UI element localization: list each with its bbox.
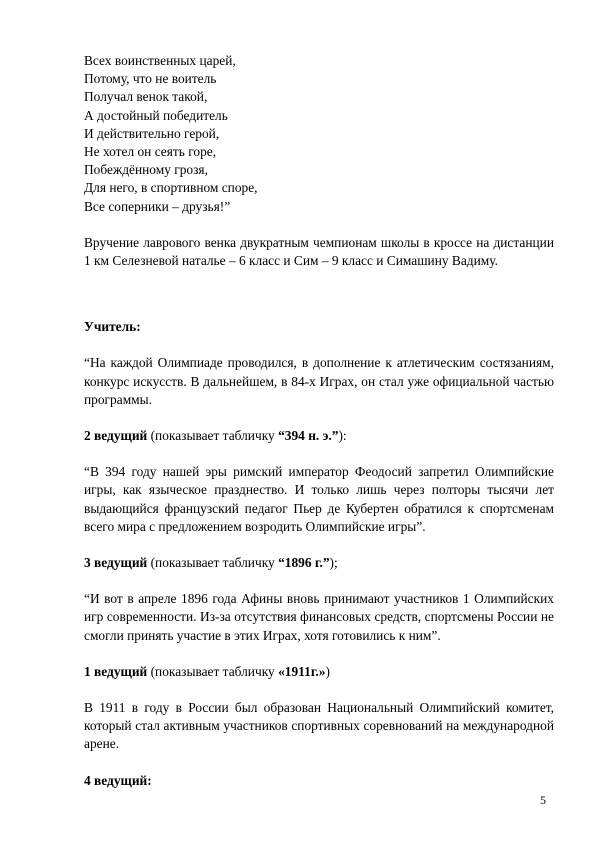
speaker-label: 3 ведущий: [84, 555, 148, 571]
stage-direction: (показывает табличку: [147, 428, 279, 444]
poem-block: [84, 52, 554, 216]
speaker-label: 1 ведущий: [84, 663, 148, 679]
stage-direction-end: ):: [338, 428, 347, 444]
lead1-speech: В 1911 в году в России был образован Национальный Олимпийский комитет, который стал активным участников спортивных соревнований на международной арене.: [84, 700, 554, 752]
page-content: [84, 52, 554, 790]
lead3-speech: “И вот в апреле 1896 года Афины вновь принимают участников 1 Олимпийских игр современности. Из-за отсутствия финансовых средств, спортсмены России не смогли принять участие в этих Играх, хотя готовились к ним”.: [84, 591, 554, 643]
page-number: 5: [540, 793, 546, 807]
poem-line: Всех воинственных царей,: [84, 53, 236, 68]
poem-line: Не хотел он сеять горе,: [84, 144, 217, 160]
stage-direction: (показывает табличку: [147, 555, 279, 571]
teacher-label: Учитель:: [84, 319, 141, 335]
poem-line: Побеждённому грозя,: [84, 162, 208, 178]
sign-label: “394 н. э.”: [278, 428, 339, 444]
award-paragraph: Вручение лаврового венка двукратным чемпионам школы в кроссе на дистанции 1 км Селезневой наталье – 6 класс и Сим – 9 класс и Симашину Вадиму.: [84, 234, 554, 269]
sign-label: «1911г.»: [278, 663, 326, 679]
teacher-speech: “На каждой Олимпиаде проводился, в дополнение к атлетическим состязаниям, конкурс искусств. В дальнейшем, в 84-х Играх, он стал уже официальной частью программы.: [84, 355, 554, 407]
stage-direction: (показывает табличку: [147, 663, 279, 679]
poem-line: А достойный победитель: [84, 107, 228, 123]
speaker-label: 2 ведущий: [84, 428, 148, 444]
poem-line: Все соперники – друзья!”: [84, 198, 231, 214]
stage-direction-end: );: [329, 555, 338, 571]
lead3-heading: [84, 554, 554, 572]
poem-line: Потому, что не воитель: [84, 71, 217, 87]
lead1-heading: [84, 663, 554, 681]
lead2-speech: “В 394 году нашей эры римский император Феодосий запретил Олимпийские игры, как языческое празднество. И только лишь через полторы тысячи лет выдающийся французский педагог Пьер де Кубертен обратился к спортсменам всего мира с предложением возродить Олимпийские игры”.: [84, 464, 554, 534]
poem-line: И действительно герой,: [84, 125, 220, 141]
sign-label: “1896 г.”: [278, 555, 330, 571]
lead2-heading: [84, 427, 554, 445]
poem-line: Для него, в спортивном споре,: [84, 180, 258, 196]
poem-line: Получал венок такой,: [84, 89, 208, 105]
stage-direction-end: ): [325, 663, 330, 679]
lead4-heading: 4 ведущий:: [84, 772, 152, 788]
